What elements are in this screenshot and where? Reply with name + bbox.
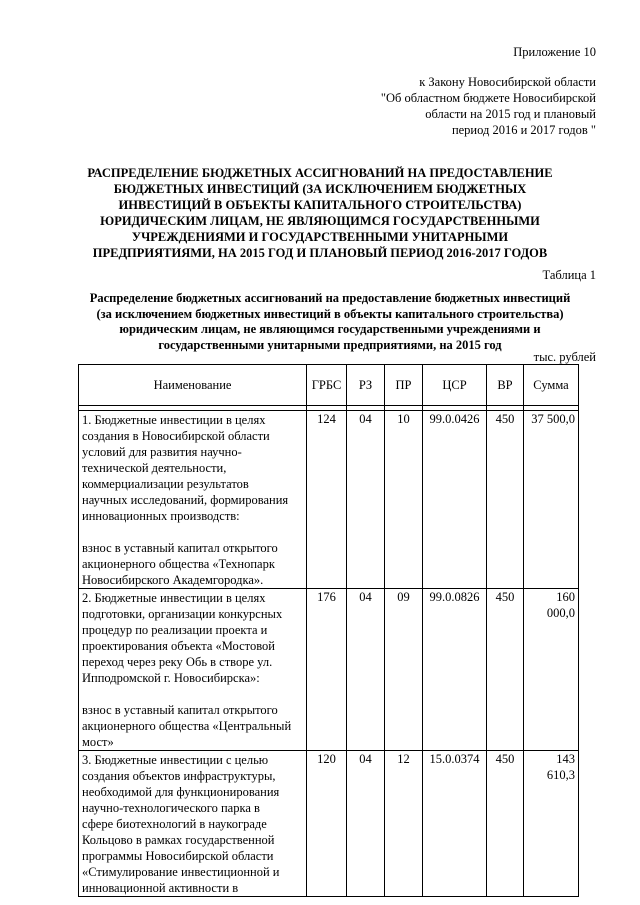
document-title [60, 165, 580, 261]
cell-grbs: 124 [307, 411, 347, 589]
row-name-line: технической деятельности, [82, 461, 227, 475]
row-name-line: программы Новосибирской области [82, 849, 274, 863]
column-header-rz: РЗ [347, 365, 385, 406]
units-label: тыс. рублей [533, 350, 596, 364]
row-name-line: инновационных производств: [82, 509, 240, 523]
title-line: БЮДЖЕТНЫХ ИНВЕСТИЦИЙ (ЗА ИСКЛЮЧЕНИЕМ БЮДЖЕТНЫХ [113, 182, 527, 196]
row-name-line: переход через реку Обь в створе ул. [82, 655, 273, 669]
title-line: ИНВЕСТИЦИЙ В ОБЪЕКТЫ КАПИТАЛЬНОГО СТРОИТЕЛЬСТВА) [118, 198, 522, 212]
cell-rz: 04 [347, 411, 385, 589]
row-subitem-line: акционерного общества «Технопарк [82, 557, 275, 571]
title-line: УЧРЕЖДЕНИЯМИ И ГОСУДАРСТВЕННЫМИ УНИТАРНЫМИ [131, 230, 509, 244]
title-line: ПРЕДПРИЯТИЯМИ, НА 2015 ГОД И ПЛАНОВЫЙ ПЕРИОД 2016-2017 ГОДОВ [92, 246, 548, 260]
row-name-line: 2. Бюджетные инвестиции в целях [82, 591, 266, 605]
row-name-cell [79, 589, 307, 751]
cell-vr: 450 [487, 589, 524, 751]
row-name-line: условий для развития научно- [82, 445, 242, 459]
row-name-line: 1. Бюджетные инвестиции в целях [82, 413, 266, 427]
column-header-pr: ПР [385, 365, 423, 406]
row-name-line: процедур по реализации проекта и [82, 623, 268, 637]
row-subitem-line: акционерного общества «Центральный [82, 719, 292, 733]
row-name-cell [79, 751, 307, 897]
column-header-csr: ЦСР [423, 365, 487, 406]
law-reference-line: "Об областном бюджете Новосибирской [380, 91, 596, 105]
title-line: ЮРИДИЧЕСКИМ ЛИЦАМ, НЕ ЯВЛЯЮЩИМСЯ ГОСУДАРСТВЕННЫМИ [100, 214, 540, 228]
row-name-line: Ипподромской г. Новосибирска»: [82, 671, 260, 685]
appendix-header [381, 44, 596, 138]
row-name-cell [79, 411, 307, 589]
cell-sum: 160 000,0 [524, 589, 579, 751]
row-name-line: коммерциализации результатов [82, 477, 249, 491]
row-name-line: инновационной активности в [82, 881, 239, 895]
row-subitem-line: Новосибирского Академгородка». [82, 573, 264, 587]
law-reference-line: к Закону Новосибирской области [419, 75, 596, 89]
row-subitem-line: мост» [82, 735, 114, 749]
title-line: РАСПРЕДЕЛЕНИЕ БЮДЖЕТНЫХ АССИГНОВАНИЙ НА ПРЕДОСТАВЛЕНИЕ [87, 166, 553, 180]
cell-grbs: 120 [307, 751, 347, 897]
table-caption [70, 291, 590, 353]
caption-line: юридическим лицам, не являющимся государственными учреждениями и [119, 322, 541, 336]
row-name-line: сфере биотехнологий в наукограде [82, 817, 267, 831]
row-name-line: научных исследований, формирования [82, 493, 289, 507]
row-name-line: научно-технологического парка в [82, 801, 260, 815]
cell-pr: 10 [385, 411, 423, 589]
cell-vr: 450 [487, 411, 524, 589]
row-name-line: необходимой для функционирования [82, 785, 280, 799]
column-header-grbs: ГРБС [307, 365, 347, 406]
cell-rz: 04 [347, 589, 385, 751]
table-header-row [79, 365, 579, 406]
row-name-line: 3. Бюджетные инвестиции с целью [82, 753, 269, 767]
cell-grbs: 176 [307, 589, 347, 751]
table-row [79, 589, 579, 751]
cell-pr: 12 [385, 751, 423, 897]
law-reference-line: период 2016 и 2017 годов " [451, 123, 596, 137]
cell-csr: 99.0.0426 [423, 411, 487, 589]
row-name-line: подготовки, организации конкурсных [82, 607, 283, 621]
cell-vr: 450 [487, 751, 524, 897]
row-name-line: проектирования объекта «Мостовой [82, 639, 275, 653]
cell-sum: 143 610,3 [524, 751, 579, 897]
budget-table [78, 364, 579, 897]
cell-csr: 99.0.0826 [423, 589, 487, 751]
row-name-line: Кольцово в рамках государственной [82, 833, 275, 847]
row-name-line: создания в Новосибирской области [82, 429, 270, 443]
appendix-title: Приложение 10 [513, 45, 596, 59]
row-name-line: создания объектов инфраструктуры, [82, 769, 276, 783]
cell-rz: 04 [347, 751, 385, 897]
row-subitem-line: взнос в уставный капитал открытого [82, 703, 278, 717]
cell-sum: 37 500,0 [524, 411, 579, 589]
caption-line: государственными унитарными предприятиями, на 2015 год [158, 337, 502, 352]
row-name-line: «Стимулирование инвестиционной и [82, 865, 280, 879]
table-number: Таблица 1 [542, 268, 596, 282]
caption-line: (за исключением бюджетных инвестиций в объекты капитального строительства) [96, 306, 564, 321]
table-row [79, 411, 579, 589]
column-header-vr: ВР [487, 365, 524, 406]
law-reference [381, 74, 596, 138]
table-row [79, 751, 579, 897]
law-reference-line: области на 2015 год и плановый [425, 107, 596, 121]
cell-pr: 09 [385, 589, 423, 751]
row-subitem-line: взнос в уставный капитал открытого [82, 541, 278, 555]
column-header-name: Наименование [79, 365, 307, 406]
caption-line: Распределение бюджетных ассигнований на предоставление бюджетных инвестиций [89, 291, 571, 305]
cell-csr: 15.0.0374 [423, 751, 487, 897]
column-header-sum: Сумма [524, 365, 579, 406]
